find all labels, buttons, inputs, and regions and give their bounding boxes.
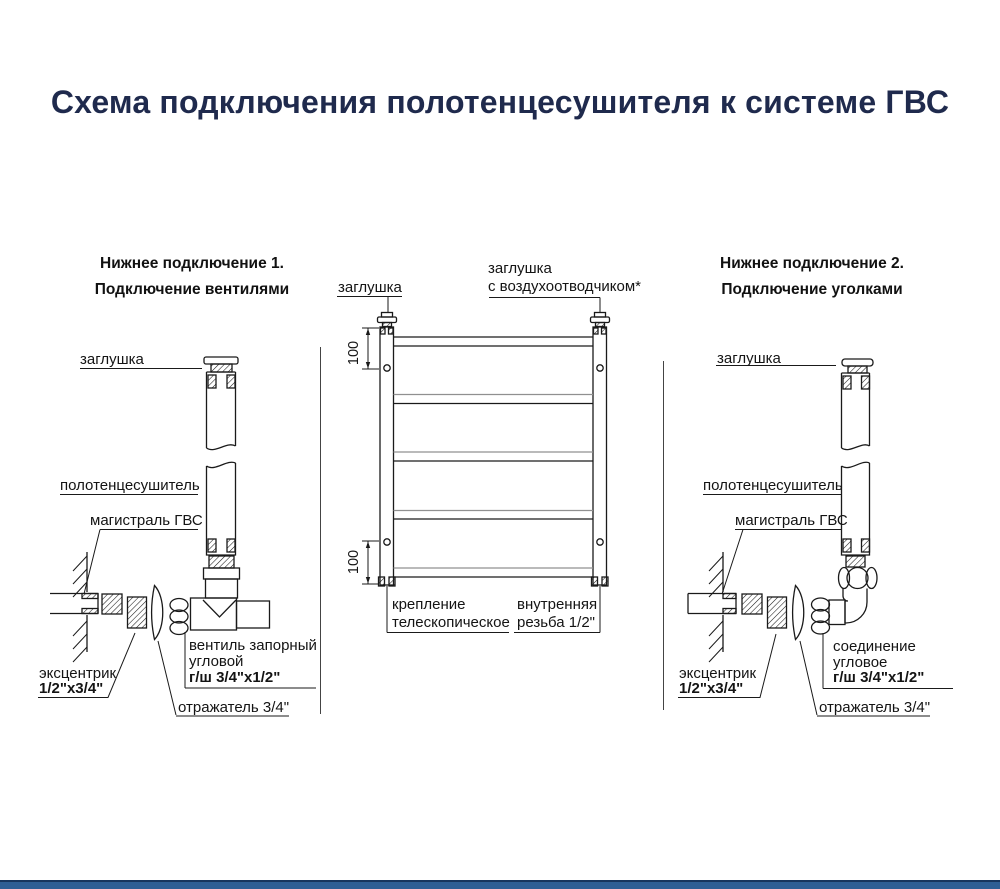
right-label-eccentric-name: эксцентрик bbox=[679, 665, 757, 682]
dimension-100-top: 100 bbox=[346, 340, 362, 366]
panel-dividers bbox=[321, 347, 664, 714]
left-heading-line2: Подключение вентилями bbox=[94, 281, 290, 298]
left-label-eccentric-name: эксцентрик bbox=[39, 665, 117, 682]
right-heading-line2: Подключение уголками bbox=[721, 281, 903, 298]
right-label-plug: заглушка bbox=[717, 350, 781, 367]
left-label-towel-rail: полотенцесушитель bbox=[60, 477, 200, 494]
middle-label-thread-line2: резьба 1/2" bbox=[517, 614, 595, 631]
middle-label-mount-line1: крепление bbox=[392, 596, 466, 613]
left-label-eccentric-size: 1/2"х3/4" bbox=[39, 680, 104, 697]
right-label-towel-rail: полотенцесушитель bbox=[703, 477, 843, 494]
dimension-100-bottom: 100 bbox=[346, 549, 362, 575]
right-label-eccentric-size: 1/2"х3/4" bbox=[679, 680, 744, 697]
page-title: Схема подключения полотенцесушителя к системе ГВС bbox=[50, 84, 950, 120]
right-label-elbow-line2: угловое bbox=[833, 654, 888, 671]
left-heading-line1: Нижнее подключение 1. bbox=[100, 255, 284, 272]
right-diagram-art bbox=[678, 359, 953, 716]
right-label-main-line: магистраль ГВС bbox=[735, 512, 848, 529]
middle-diagram-art bbox=[337, 297, 610, 633]
left-diagram-art bbox=[38, 357, 316, 716]
left-label-main-line: магистраль ГВС bbox=[90, 512, 203, 529]
right-label-elbow-line3: г/ш 3/4"х1/2" bbox=[833, 669, 925, 686]
right-label-elbow-line1: соединение bbox=[833, 638, 916, 655]
left-label-valve-line1: вентиль запорный bbox=[189, 637, 317, 654]
middle-label-plug: заглушка bbox=[338, 279, 402, 296]
left-label-reflector: отражатель 3/4" bbox=[178, 699, 290, 716]
middle-label-thread-line1: внутренняя bbox=[517, 596, 598, 613]
middle-label-mount-line2: телескопическое bbox=[392, 614, 510, 631]
left-label-valve-line2: угловой bbox=[189, 653, 244, 670]
left-label-plug: заглушка bbox=[80, 351, 144, 368]
right-heading-line1: Нижнее подключение 2. bbox=[720, 255, 904, 272]
right-label-reflector: отражатель 3/4" bbox=[819, 699, 931, 716]
middle-label-air-vent-line2: с воздухоотводчиком* bbox=[488, 278, 641, 295]
left-label-valve-line3: г/ш 3/4"х1/2" bbox=[189, 669, 281, 686]
bottom-accent-bar bbox=[0, 880, 1000, 889]
middle-label-air-vent-line1: заглушка bbox=[488, 260, 552, 277]
